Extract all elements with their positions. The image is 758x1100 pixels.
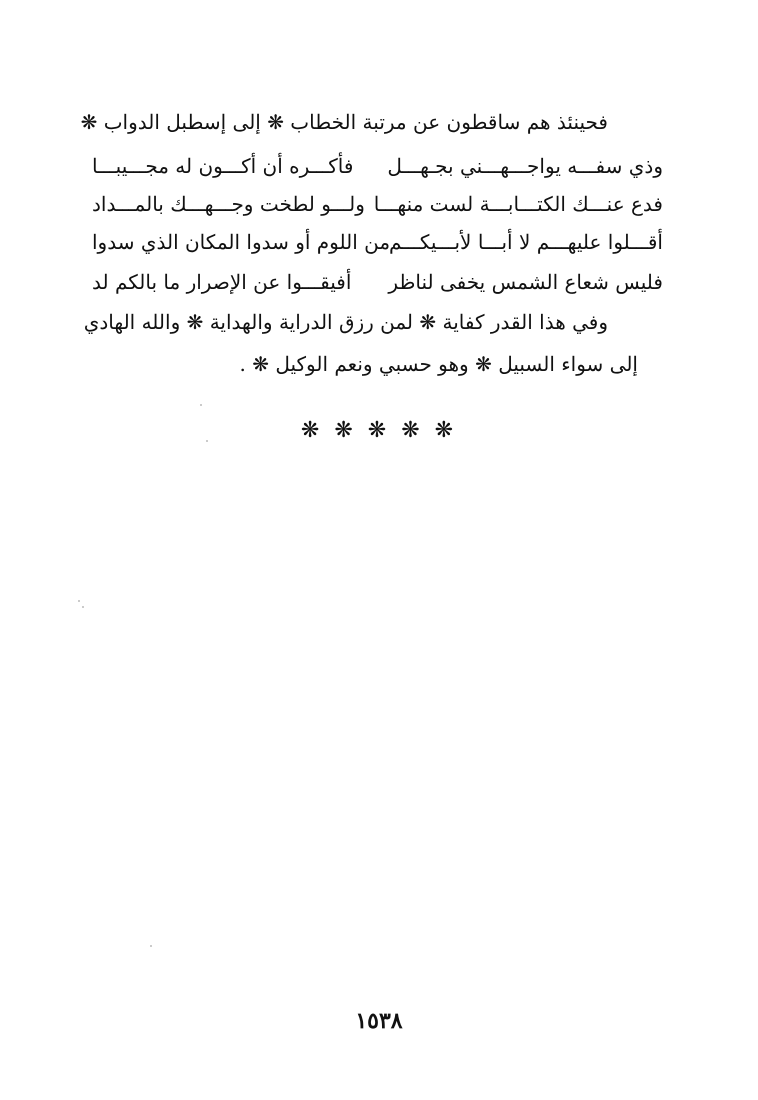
- scan-speck: [206, 440, 208, 442]
- verse-3-second-hemistich: من اللوم أو سدوا المكان الذي سدوا: [92, 230, 391, 254]
- scan-speck: [200, 404, 202, 406]
- verse-4-second-hemistich: أفيقـــوا عن الإصرار ما بالكم لد: [92, 270, 352, 294]
- verse-1-first-hemistich: وذي سفـــه يواجـــهـــني بجـهـــل: [387, 154, 663, 178]
- verse-2-first-hemistich: فدع عنـــك الكتـــابـــة لست منهـــا: [373, 192, 663, 216]
- page-number: ١٥٣٨: [355, 1008, 403, 1034]
- scan-speck: [82, 606, 84, 608]
- section-ornament: ❋ ❋ ❋ ❋ ❋: [300, 418, 458, 443]
- scan-speck: [150, 945, 152, 947]
- verse-4-first-hemistich: فليس شعاع الشمس يخفى لناظر: [388, 270, 663, 294]
- verse-2-second-hemistich: ولـــو لطخت وجـــهـــك بالمـــداد: [92, 192, 365, 216]
- verse-3-first-hemistich: أقـــلوا عليهـــم لا أبـــا لأبـــيكـــم: [388, 230, 663, 254]
- prose-line-2: وفي هذا القدر كفاية ❋ لمن رزق الدراية والهداية ❋ والله الهادي: [83, 310, 608, 334]
- prose-line-1: فحينئذ هم ساقطون عن مرتبة الخطاب ❋ إلى إسطبل الدواب ❋: [80, 110, 608, 134]
- scan-speck: [78, 600, 80, 602]
- prose-line-3: إلى سواء السبيل ❋ وهو حسبي ونعم الوكيل ❋ .: [239, 352, 638, 376]
- verse-1-second-hemistich: فأكـــره أن أكـــون له مجـــيبـــا: [92, 154, 354, 178]
